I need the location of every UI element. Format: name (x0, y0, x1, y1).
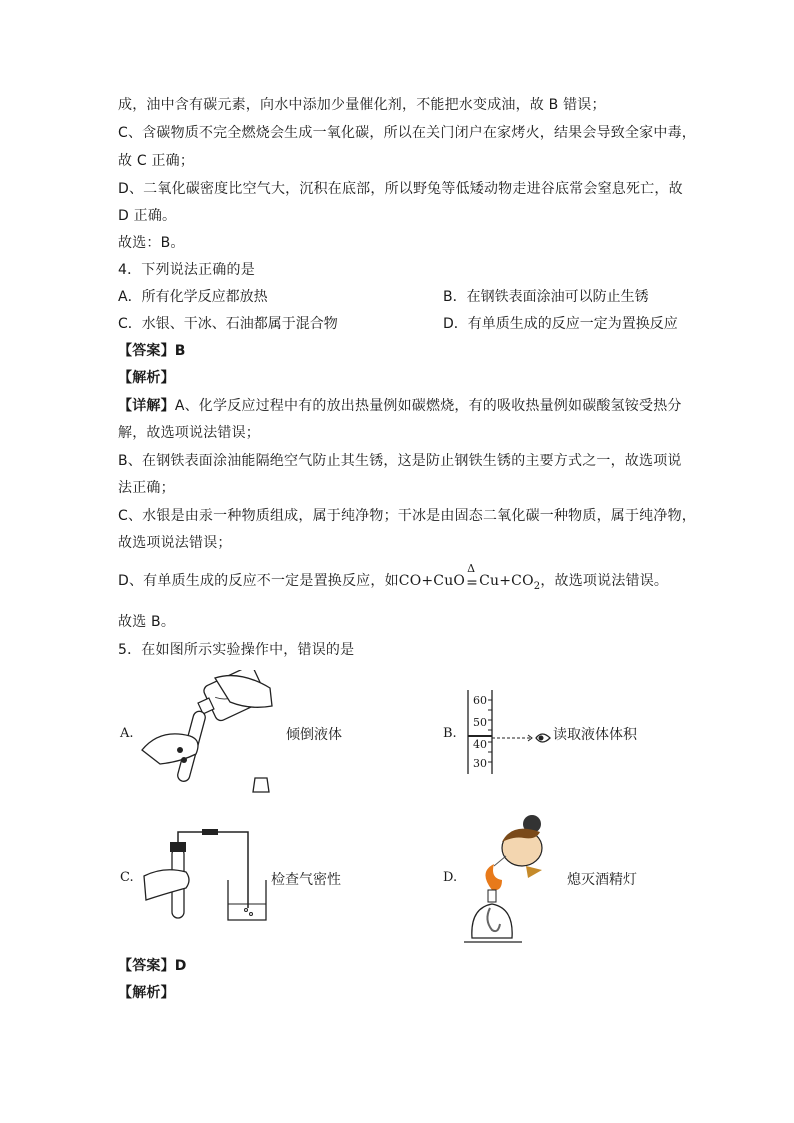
heat-delta-symbol: Δ (467, 562, 476, 575)
text-line: 故选：B。 (118, 235, 185, 251)
tick-label: 40 (473, 738, 487, 751)
text-line: C、含碳物质不完全燃烧会生成一氧化碳，所以在关门闭户在家烤火，结果会导致全家中毒， (118, 125, 696, 141)
alcohol-lamp-icon (464, 890, 522, 942)
figure-b-label: B. (443, 726, 457, 741)
detail-line: 解，故选项说法错误； (118, 425, 260, 441)
conclusion: 故选 B。 (118, 614, 176, 630)
chemical-equation (398, 562, 541, 597)
detail-text: D、有单质生成的反应不一定是置换反应，如 (118, 573, 399, 589)
figure-c-caption: 检查气密性 (271, 872, 341, 888)
text-line: 故 C 正确； (118, 153, 195, 169)
pouring-liquid-illustration (140, 670, 280, 795)
alcohol-lamp-illustration (462, 808, 562, 950)
detail-label: 【详解】 (118, 398, 175, 414)
option-a: A．所有化学反应都放热 (118, 289, 268, 305)
tick-label: 60 (473, 694, 487, 707)
analysis-label: 【解析】 (118, 985, 175, 1001)
formula-left: CO+CuO (398, 573, 466, 589)
question-5-stem: 5．在如图所示实验操作中，错误的是 (118, 642, 355, 658)
tick-label: 50 (473, 716, 487, 729)
figure-a-label: A. (120, 726, 134, 741)
formula-right: Cu+CO (479, 573, 534, 589)
equals-sign: Δ = (465, 571, 479, 591)
figure-b-caption: 读取液体体积 (553, 727, 637, 743)
option-c: C．水银、干冰、石油都属于混合物 (118, 316, 338, 332)
tick-label: 30 (473, 757, 487, 770)
person-icon (502, 815, 542, 878)
question-4-stem: 4．下列说法正确的是 (118, 262, 255, 278)
text-line: D、二氧化碳密度比空气大，沉积在底部，所以野兔等低矮动物走进谷底常会窒息死亡，故 (118, 181, 683, 197)
detail-line-formula (118, 562, 669, 597)
figure-d-label: D. (443, 870, 458, 885)
figure-d-caption: 熄灭酒精灯 (567, 872, 637, 888)
figure-c-label: C. (120, 870, 134, 885)
option-b: B．在钢铁表面涂油可以防止生锈 (443, 289, 649, 305)
answer-label: 【答案】B (118, 343, 186, 359)
figure-a-caption: 倾倒液体 (286, 727, 342, 743)
detail-line: 故选项说法错误； (118, 535, 232, 551)
option-d: D．有单质生成的反应一定为置换反应 (443, 316, 678, 332)
detail-line: B、在钢铁表面涂油能隔绝空气防止其生锈，这是防止钢铁生锈的主要方式之一，故选项说 (118, 453, 682, 469)
stopper-icon (170, 842, 186, 852)
beaker-icon (228, 880, 266, 920)
airtightness-test-illustration (140, 828, 268, 924)
detail-line: 法正确； (118, 480, 175, 496)
flame-icon (485, 864, 502, 890)
stopper-icon (253, 778, 269, 792)
eye-icon (536, 734, 550, 742)
text-line: 成，油中含有碳元素，向水中添加少量催化剂，不能把水变成油，故 B 错误； (118, 97, 606, 113)
detail-text: ，故选项说法错误。 (540, 573, 669, 589)
analysis-label: 【解析】 (118, 370, 175, 386)
text-line: D 正确。 (118, 208, 177, 224)
detail-line: C、水银是由汞一种物质组成，属于纯净物；干冰是由固态二氧化碳一种物质，属于纯净物， (118, 508, 696, 524)
answer-label: 【答案】D (118, 958, 187, 974)
detail-text: A、化学反应过程中有的放出热量例如碳燃烧，有的吸收热量例如碳酸氢铵受热分 (174, 398, 682, 414)
detail-line (118, 396, 682, 416)
formula-subscript: 2 (533, 580, 541, 592)
